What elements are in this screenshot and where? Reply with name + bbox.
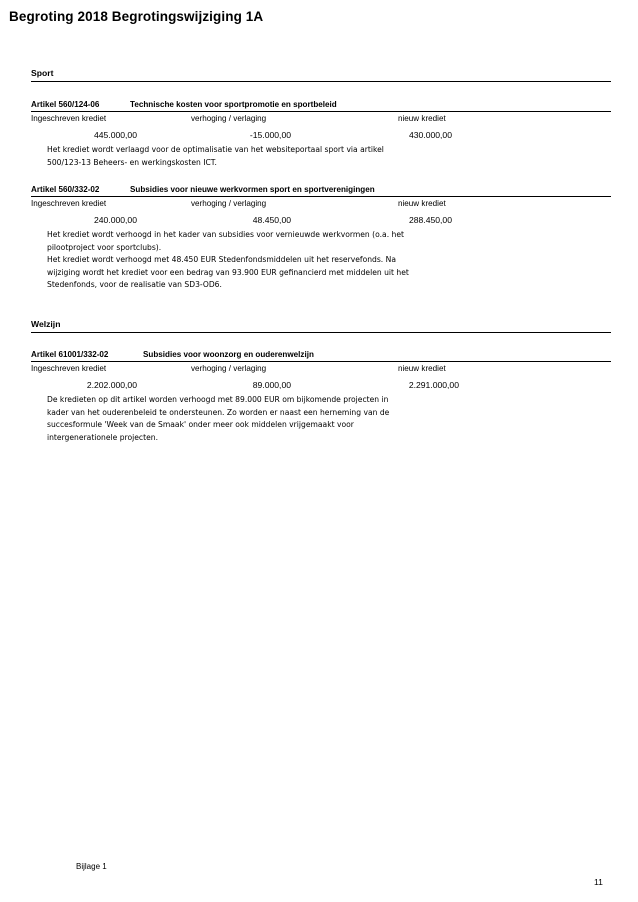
article-description: Technische kosten voor sportpromotie en sportbeleid [130,100,337,109]
article-explanation [47,394,611,444]
value-row [31,126,611,142]
value-nieuw: 2.291.000,00 [408,380,459,390]
value-row [31,376,611,392]
section-sport [31,68,611,82]
value-ingeschreven: 2.202.000,00 [86,380,137,390]
explanation-line: De kredieten op dit artikel worden verhoogd met 89.000 EUR om bijkomende projecten in [47,395,389,404]
explanation-line: pilootproject voor sportclubs). [47,242,162,252]
column-header-row [31,361,611,376]
article-heading [31,350,611,361]
explanation-line: succesformule 'Week van de Smaak' onder meer ook middelen vrijgemaakt voor [47,420,354,430]
article-description: Subsidies voor woonzorg en ouderenwelzijn [143,350,314,359]
article-block [31,350,611,444]
article-explanation [47,144,611,169]
value-nieuw: 430.000,00 [408,130,452,140]
column-header-row [31,196,611,211]
article-number: Artikel 560/332-02 [31,185,100,194]
header-nieuw: nieuw krediet [398,364,446,373]
header-nieuw: nieuw krediet [398,199,446,208]
value-verhoging: -15.000,00 [249,130,291,140]
value-ingeschreven: 240.000,00 [93,215,137,225]
article-block [31,185,611,292]
explanation-line: Het krediet wordt verhoogd in het kader van subsidies voor vernieuwde werkvormen (o.a. het [47,230,404,239]
page-title: Begroting 2018 Begrotingswijziging 1A [9,9,264,24]
article-heading [31,185,611,196]
article-heading [31,100,611,111]
value-row [31,211,611,227]
article-description: Subsidies voor nieuwe werkvormen sport en sportverenigingen [130,185,375,194]
header-ingeschreven: Ingeschreven krediet [31,114,107,123]
header-nieuw: nieuw krediet [398,114,446,123]
section-welzijn [31,319,611,333]
article-explanation [47,229,611,292]
header-ingeschreven: Ingeschreven krediet [31,364,107,373]
header-verhoging: verhoging / verlaging [191,114,267,123]
explanation-line: Het krediet wordt verlaagd voor de optimalisatie van het websiteportaal sport via artikel [47,145,384,154]
section-heading: Welzijn [31,319,611,333]
explanation-line: 500/123-13 Beheers- en werkingskosten ICT. [47,157,217,167]
article-number: Artikel 61001/332-02 [31,350,109,359]
header-verhoging: verhoging / verlaging [191,199,267,208]
value-nieuw: 288.450,00 [408,215,452,225]
explanation-line: wijziging wordt het krediet voor een bedrag van 93.900 EUR gefinancierd met middelen uit het [47,267,409,277]
article-block [31,100,611,169]
value-ingeschreven: 445.000,00 [93,130,137,140]
explanation-line: Het krediet wordt verhoogd met 48.450 EUR Stedenfondsmiddelen uit het reservefonds. Na [47,255,396,265]
page-number: 11 [594,877,603,887]
header-verhoging: verhoging / verlaging [191,364,267,373]
explanation-line: kader van het ouderenbeleid te ondersteunen. Zo worden er naast een herneming van de [47,407,390,417]
article-number: Artikel 560/124-06 [31,100,100,109]
header-ingeschreven: Ingeschreven krediet [31,199,107,208]
explanation-line: Stedenfonds, voor de realisatie van SD3-OD6. [47,280,222,290]
explanation-line: intergenerationele projecten. [47,432,158,442]
column-header-row [31,111,611,126]
value-verhoging: 89.000,00 [252,380,291,390]
value-verhoging: 48.450,00 [252,215,291,225]
section-heading: Sport [31,68,611,82]
footer-bijlage: Bijlage 1 [76,862,107,871]
